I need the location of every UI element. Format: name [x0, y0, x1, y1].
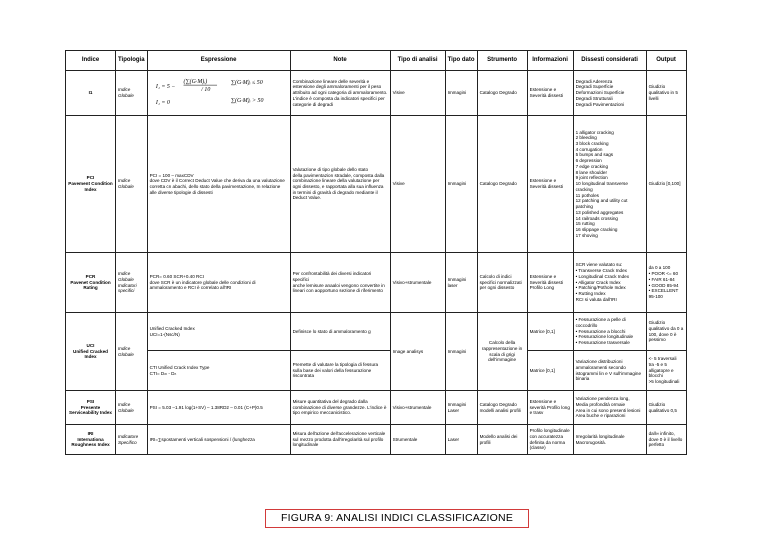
cell-informazioni: Estensione e Severità dissesti Profilo Long: [527, 253, 573, 313]
cell-dissesti: Degradi Aderenza Degradi Superficie Deformazioni Superficie Degradi Strutturali Degradi Pavimentazioni: [573, 71, 646, 116]
cell-strumento: Modello analisi dei profili: [477, 425, 527, 455]
header-tipo-dato: Tipo dato: [445, 51, 477, 71]
cell-indice: UCI Unified Cracked Index: [66, 313, 116, 391]
cell-informazioni: Matrice [0,1]: [527, 351, 573, 391]
table-row: [66, 253, 687, 313]
cell-informazioni: Estensione e severità Profilo long e trasv: [527, 391, 573, 425]
cell-dissesti: 1 alligator cracking 2 bleeding 3 block cracking 4 corrugation 5 bumps and sags 6 depression 7 edge cracking 8 lane shoulder 9 joint reflection 10 longitudinal transverse cracking 11 potholes 12 patching and utility cut patching 13 polished aggregates 14 railroads crossing 15 rutting 16 slippage cracking 17 shoving: [573, 116, 646, 253]
cell-tipo-dato: Immagini: [445, 116, 477, 253]
cell-output: da 0 a 100 • POOR <= 60 • FAIR 61-84 • GOOD 85-94 • EXCELLENT 95-100: [646, 253, 686, 313]
cell-tipo-analisi: Visivo+strumentale: [390, 253, 445, 313]
cell-indice: PSI Presente Serviceability Index: [66, 391, 116, 425]
cell-espressione: IRI=∑spostamenti verticali sospensioni / (lunghezza: [147, 425, 290, 455]
cell-output: Giudizio [0,100]: [646, 116, 686, 253]
i1-formula: [150, 74, 288, 112]
cell-strumento: Catalogo Degrado: [477, 116, 527, 253]
table-row: [66, 313, 687, 351]
cell-informazioni: Matrice [0,1]: [527, 313, 573, 351]
cell-tipologia: Indice Globale: [116, 391, 148, 425]
cell-tipo-dato: Immagini: [445, 71, 477, 116]
cell-note: Definisce lo stato di ammaloramento g: [290, 313, 390, 351]
cell-tipo-dato: Immagini laser: [445, 253, 477, 313]
svg-text:/ 10: / 10: [200, 87, 210, 94]
svg-text:(∑(G·M)ᵢ): (∑(G·M)ᵢ): [183, 79, 207, 86]
header-dissesti: Dissesti considerati: [573, 51, 646, 71]
svg-text:I₁ = 5 −: I₁ = 5 −: [155, 84, 175, 91]
svg-text:I₁ = 0: I₁ = 0: [155, 99, 170, 106]
cell-tipo-dato: Laser: [445, 425, 477, 455]
cell-indice: I1: [66, 71, 116, 116]
cell-output: Giudizio qualitativo 0,5: [646, 391, 686, 425]
cell-note: Misure quantitativa del degrado dalla combinazione di diverse grandezze. L'indice è tipo empirico meccanicistico.: [290, 391, 390, 425]
cell-note: Premette di valutare la tipologia di fessura sulla base dei valori della fessurazione riscontrata: [290, 351, 390, 391]
cell-tipo-analisi: Strumentale: [390, 425, 445, 455]
cell-espressione: PCR= 0.60 SCR+0.40 RCI dove SCR è un indicatore globale delle condizioni di ammaloramento e RCI è correlato all'IRI: [147, 253, 290, 313]
header-output: Output: [646, 51, 686, 71]
cell-informazioni: Estensione e Severità dissesti: [527, 71, 573, 116]
cell-informazioni: Estensione e Severità dissesti: [527, 116, 573, 253]
cell-tipo-analisi: Visive: [390, 71, 445, 116]
cell-tipo-analisi: Visivo+strumentale: [390, 391, 445, 425]
table-row: [66, 391, 687, 425]
cell-output: Giudizio qualitativo da 0 a 100, dove 0 è pessimo: [646, 313, 686, 351]
figure-caption: FIGURA 9: ANALISI INDICI CLASSIFICAZIONE: [265, 509, 529, 528]
cell-output: <- 5 traversali tra -5 e 5 alligatopre e blocchi >5 longitudinali: [646, 351, 686, 391]
table-row: [66, 425, 687, 455]
header-indice: Indice: [66, 51, 116, 71]
cell-dissesti: Variazione distribuzioni ammaloramenti secondo istogrammi lin e V sull'immagine binaria: [573, 351, 646, 391]
cell-tipologia: Indice Globale: [116, 116, 148, 253]
cell-tipo-dato: Immagini Laser: [445, 391, 477, 425]
cell-strumento: Calcolo della rappresentazione in scala di grigi dell'immagine: [477, 313, 527, 391]
table-row: [66, 351, 687, 391]
header-note: Note: [290, 51, 390, 71]
cell-indice: PCR Pavenet Condition Rating: [66, 253, 116, 313]
svg-text:∑(G·M)ᵢ ≤ 50: ∑(G·M)ᵢ ≤ 50: [230, 80, 263, 87]
header-informazioni: Informazioni: [527, 51, 573, 71]
table-row: [66, 116, 687, 253]
cell-strumento: Calcolo di indici specifici normalizzati per ogni dissesto: [477, 253, 527, 313]
cell-note: Combinazione lineare delle severità e estensione degli ammaloramenti per il peso attribuito ad ogni categoria di ammaloramento. L'indice è composta da indicatori specifici per categorie di degradi: [290, 71, 390, 116]
cell-strumento: Catalogo Degrado: [477, 71, 527, 116]
cell-strumento: Catalogo Degrado modelli analisi profili: [477, 391, 527, 425]
svg-text:∑(G·M)ᵢ > 50: ∑(G·M)ᵢ > 50: [230, 97, 263, 104]
cell-note: Misura dell'azione dell'accelerazione verticale sul mezzo prodotta dall'irregolarità sul profilo longitudinale: [290, 425, 390, 455]
header-tipo-analisi: Tipo di analisi: [390, 51, 445, 71]
cell-dissesti: Irregolarità longitudinale Macrorugosità.: [573, 425, 646, 455]
cell-output: dall∞ infinito, dove 0 è il livello perfetto: [646, 425, 686, 455]
cell-espressione-formula: [147, 71, 290, 116]
cell-dissesti: • Fessurazione a pelle di coccodrillo • Fessurazione a blocchi • Fessurazione longitudinale • Fessurazione trasversale: [573, 313, 646, 351]
header-row: [66, 51, 687, 71]
cell-tipologia: Indice Globale Indicatori specifici: [116, 253, 148, 313]
cell-indice: IRI Internationa Roughness Index: [66, 425, 116, 455]
cell-note: Valutazione di tipo globale dello stato della pavimentazion stradale, composta dalla combinazione lineare della valutazione per ogni dissesto, e rapportata alla sua influenza in termini di gravità di degrado mediante il Deduct Value.: [290, 116, 390, 253]
table-row: [66, 71, 687, 116]
cell-dissesti: SCR viene valutato su: • Transverse Crack Index • Longitudinal Crack Index • Alligator Crack Index • Patching/Pothole Index • Rutting Index RCI si valuta dall'IRI: [573, 253, 646, 313]
cell-tipologia: Indice Globale: [116, 71, 148, 116]
classification-table: [65, 50, 687, 455]
cell-tipo-analisi: Image analisys: [390, 313, 445, 391]
cell-espressione: CTI Unified Crack Index Type CTI= Dₘ - Dₙ: [147, 351, 290, 391]
cell-tipo-dato: Immagini: [445, 313, 477, 391]
cell-espressione: PCI = 100 – maxCDV dove CDV è il Correct Deduct Value che deriva da una valutazione corretta cn abachi, dello stato della pavimentazione, In relazione alle diverse tipologie di dissesti: [147, 116, 290, 253]
cell-dissesti: Variazione pendenza long, Media profondità ormaie Area in cui sono presenti lesioni Area buche e riparazioni: [573, 391, 646, 425]
cell-output: Giudizio qualitativo in 5 livelli: [646, 71, 686, 116]
cell-informazioni: Profilo longitudinale con accuratezza definita da norma (classe): [527, 425, 573, 455]
header-tipologia: Tipologia: [116, 51, 148, 71]
cell-tipo-analisi: Visive: [390, 116, 445, 253]
cell-tipologia: Indicatore Specifico: [116, 425, 148, 455]
header-espressione: Espressione: [147, 51, 290, 71]
header-strumento: Strumento: [477, 51, 527, 71]
cell-espressione: PSI = 5.03 –1.91 log(1+SV) – 1.38RD2 – 0.01 (C+P)0.5: [147, 391, 290, 425]
cell-tipologia: Indice Globale: [116, 313, 148, 391]
cell-note: Per confrontabilità dei diversi indicatori specifici anche lemisure anaaloi vengono convertite in lineari con aopportuno sezione di riferimento: [290, 253, 390, 313]
cell-espressione: Unified Cracked Index UCI=1-(Nsc/N): [147, 313, 290, 351]
cell-indice: PCI Pavement Condition Index: [66, 116, 116, 253]
